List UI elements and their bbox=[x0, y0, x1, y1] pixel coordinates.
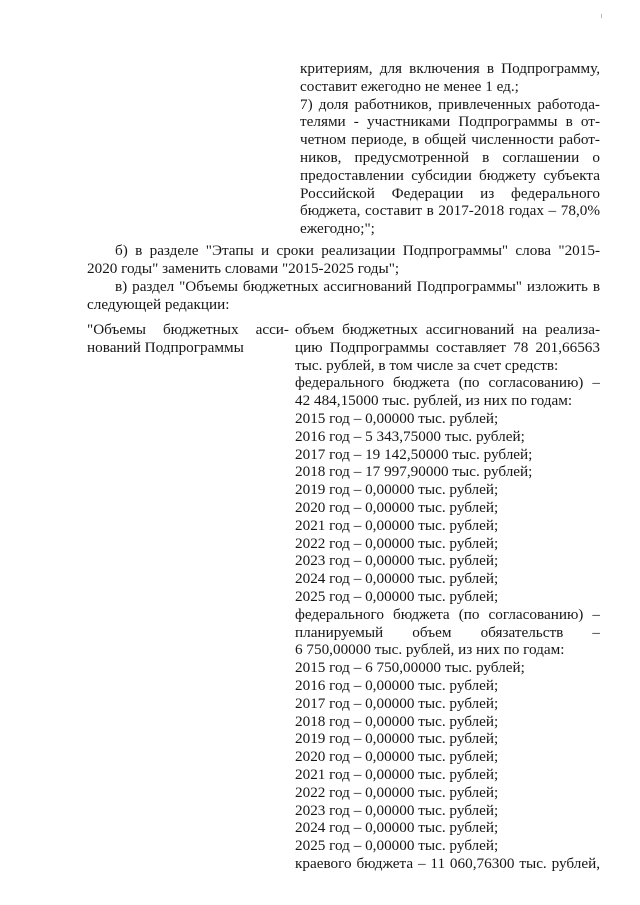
budget-table-value-cell bbox=[295, 321, 600, 873]
text-line: 6 750,00000 тыс. рублей, из них по годам: bbox=[295, 641, 565, 659]
text-line: в) раздел "Объемы бюджетных ассигнований Подпрограммы" изложить в bbox=[115, 278, 600, 295]
text-line: 2020 год – 0,00000 тыс. рублей; bbox=[295, 498, 499, 516]
text-line: 2016 год – 5 343,75000 тыс. рублей; bbox=[295, 427, 525, 445]
text-line: 2023 год – 0,00000 тыс. рублей; bbox=[295, 801, 499, 819]
text-line: 2018 год – 17 997,90000 тыс. рублей; bbox=[295, 463, 533, 481]
text-line: 2021 год – 0,00000 тыс. рублей; bbox=[295, 765, 499, 783]
text-line: Российской Федерации из федерального bbox=[300, 184, 600, 202]
text-line: 7) доля работников, привлеченных работода- bbox=[300, 95, 600, 113]
paragraph-v bbox=[87, 278, 600, 314]
text-line: 2022 год – 0,00000 тыс. рублей; bbox=[295, 534, 499, 552]
text-line: 2024 год – 0,00000 тыс. рублей; bbox=[295, 819, 499, 837]
text-line: краевого бюджета – 11 060,76300 тыс. рублей, bbox=[295, 854, 600, 872]
text-line: федерального бюджета (по согласованию) – bbox=[295, 374, 600, 392]
text-line: тыс. рублей, в том числе за счет средств: bbox=[295, 356, 559, 374]
text-line: 2016 год – 0,00000 тыс. рублей; bbox=[295, 676, 499, 694]
text-line: критериям, для включения в Подпрограмму, bbox=[300, 60, 600, 77]
paragraph-b bbox=[87, 242, 600, 278]
text-line: четном периоде, в общей численности работ- bbox=[300, 131, 600, 149]
text-line: ежегодно;"; bbox=[300, 220, 375, 238]
text-line: б) в разделе "Этапы и сроки реализации Подпрограммы" слова "2015- bbox=[115, 242, 600, 259]
text-line: 2025 год – 0,00000 тыс. рублей; bbox=[295, 587, 499, 605]
text-line: 2017 год – 19 142,50000 тыс. рублей; bbox=[295, 445, 533, 463]
text-line: составит ежегодно не менее 1 ед.; bbox=[300, 77, 519, 95]
text-line: бюджета, составит в 2017-2018 годах – 78,0% bbox=[300, 202, 600, 220]
text-line: объем бюджетных ассигнований на реализа- bbox=[295, 321, 600, 338]
text-line: 2019 год – 0,00000 тыс. рублей; bbox=[295, 481, 499, 499]
text-line: планируемый объем обязательств – bbox=[295, 623, 600, 641]
text-line: предоставлении субсидии бюджету субъекта bbox=[300, 166, 600, 184]
text-line: 2021 год – 0,00000 тыс. рублей; bbox=[295, 516, 499, 534]
text-line: нований Подпрограммы bbox=[87, 338, 244, 356]
text-line: следующей редакции: bbox=[87, 295, 230, 313]
text-line: 2022 год – 0,00000 тыс. рублей; bbox=[295, 783, 499, 801]
continued-criteria-text bbox=[300, 60, 600, 238]
text-line: 42 484,15000 тыс. рублей, из них по годам: bbox=[295, 392, 573, 410]
text-line: 2023 год – 0,00000 тыс. рублей; bbox=[295, 552, 499, 570]
text-line: 2020 годы" заменить словами "2015-2025 годы"; bbox=[87, 259, 400, 277]
budget-table-label-cell bbox=[87, 321, 289, 357]
text-line: телями - участниками Подпрограммы в от- bbox=[300, 113, 600, 131]
text-line: 2025 год – 0,00000 тыс. рублей; bbox=[295, 837, 499, 855]
text-line: федерального бюджета (по согласованию) – bbox=[295, 605, 600, 623]
text-line: цию Подпрограммы составляет 78 201,66563 bbox=[295, 338, 600, 356]
text-line: 2020 год – 0,00000 тыс. рублей; bbox=[295, 748, 499, 766]
text-line: 2018 год – 0,00000 тыс. рублей; bbox=[295, 712, 499, 730]
text-line: 2017 год – 0,00000 тыс. рублей; bbox=[295, 694, 499, 712]
text-line: "Объемы бюджетных асси- bbox=[87, 321, 289, 338]
scan-mark bbox=[601, 14, 602, 18]
text-line: 2015 год – 6 750,00000 тыс. рублей; bbox=[295, 659, 525, 677]
text-line: 2015 год – 0,00000 тыс. рублей; bbox=[295, 409, 499, 427]
text-line: 2019 год – 0,00000 тыс. рублей; bbox=[295, 730, 499, 748]
text-line: 2024 год – 0,00000 тыс. рублей; bbox=[295, 570, 499, 588]
text-line: ников, предусмотренной в соглашении о bbox=[300, 148, 600, 166]
